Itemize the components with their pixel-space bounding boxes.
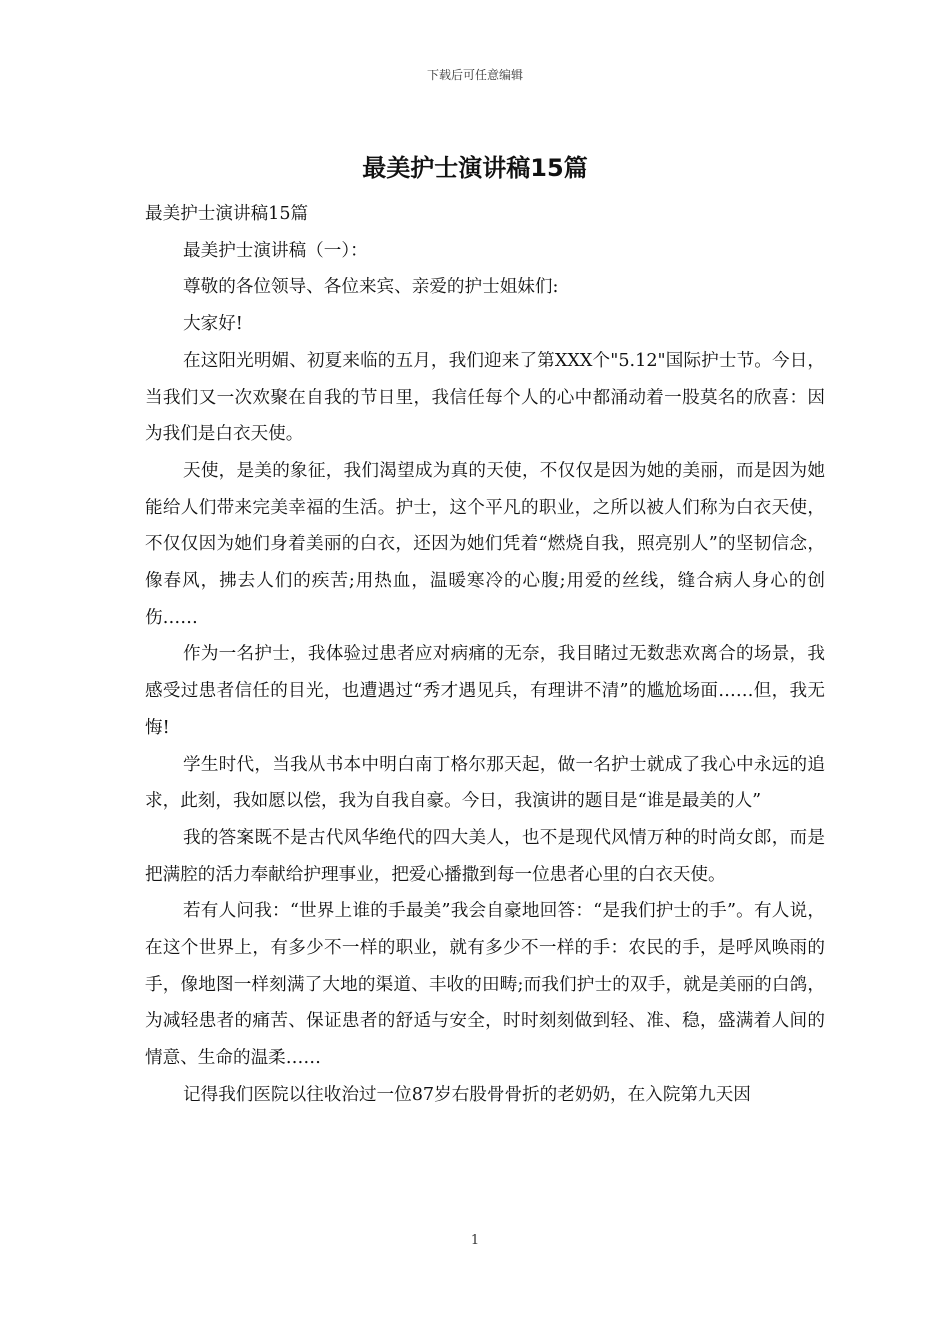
paragraph-salutation: 尊敬的各位领导、各位来宾、亲爱的护士姐妹们: — [183, 277, 559, 298]
paragraph: 作为一名护士，我体验过患者应对病痛的无奈，我目睹过无数悲欢离合的场景，我感受过患者信任的目光，也遭遇过“秀才遇见兵，有理讲不清”的尴尬场面……但，我无悔! — [145, 644, 825, 738]
paragraph: 学生时代，当我从书本中明白南丁格尔那天起，做一名护士就成了我心中永远的追求，此刻，我如愿以偿，我为自我自豪。今日，我演讲的题目是“谁是最美的人” — [145, 754, 825, 812]
paragraph-greeting: 大家好! — [183, 314, 243, 335]
paragraph-section-heading: 最美护士演讲稿（一）： — [183, 240, 368, 261]
paragraph-subtitle: 最美护士演讲稿15篇 — [145, 204, 309, 224]
paragraph: 记得我们医院以往收治过一位87岁右股骨骨折的老奶奶，在入院第九天因 — [183, 1084, 751, 1105]
paragraph: 若有人问我：“世界上谁的手最美”我会自豪地回答：“是我们护士的手”。有人说，在这个世界上，有多少不一样的职业，就有多少不一样的手：农民的手，是呼风唤雨的手，像地图一样刻满了大地的渠道、丰收的田畴;而我们护士的双手，就是美丽的白鸽，为减轻患者的痛苦、保证患者的舒适与安全，时时刻刻做到轻、准、稳，盛满着人间的情意、生命的温柔…… — [145, 901, 825, 1069]
document-body — [145, 196, 825, 1114]
paragraph: 在这阳光明媚、初夏来临的五月，我们迎来了第XXX个"5.12"国际护士节。今日，当我们又一次欢聚在自我的节日里，我信任每个人的心中都涌动着一股莫名的欣喜：因为我们是白衣天使。 — [145, 350, 825, 445]
paragraph: 天使，是美的象征，我们渴望成为真的天使，不仅仅是因为她的美丽，而是因为她能给人们带来完美幸福的生活。护士，这个平凡的职业，之所以被人们称为白衣天使，不仅仅因为她们身着美丽的白衣，还因为她们凭着“燃烧自我，照亮别人”的坚韧信念，像春风，拂去人们的疾苦;用热血，温暖寒冷的心腹;用爱的丝线，缝合病人身心的创伤…… — [145, 460, 825, 628]
page-header-note: 下载后可任意编辑 — [426, 68, 523, 82]
paragraph: 我的答案既不是古代风华绝代的四大美人，也不是现代风情万种的时尚女郎，而是把满腔的活力奉献给护理事业，把爱心播撒到每一位患者心里的白衣天使。 — [145, 827, 825, 885]
page-number: 1 — [470, 1233, 480, 1248]
document-title: 最美护士演讲稿15篇 — [362, 154, 588, 182]
